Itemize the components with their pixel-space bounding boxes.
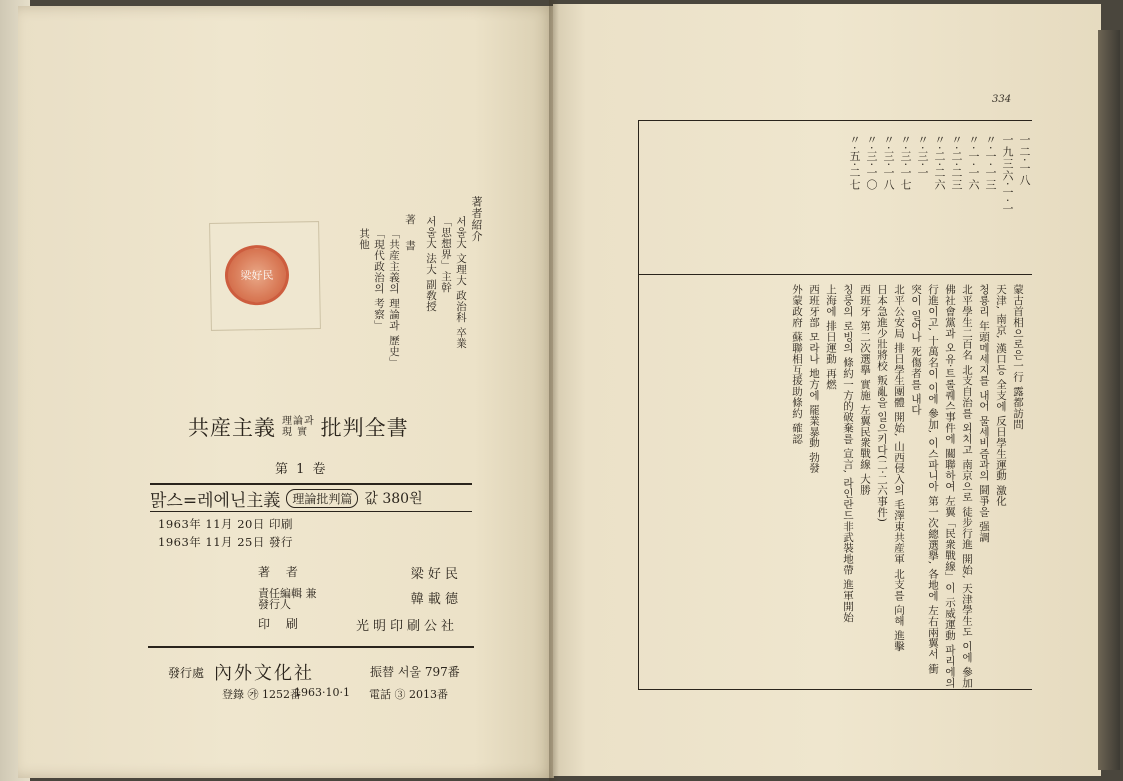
series-ruby-top: 理論과 (282, 416, 315, 427)
series-ruby-bottom: 現 實 (282, 427, 309, 438)
entry-4: 北平學生二百名 北支自治를 외치고 南京으로 徒步行進 開始, 天津學生도 이에 參加 (961, 284, 973, 689)
published-date: 1963年 11月 25日 發行 (158, 535, 293, 549)
entry-5: 佛社會黨과 오유·트롤퀘스事件에 關聯하여 左翼「民衆戰線」이 示威運動 파리에의 (944, 284, 956, 688)
printed-date: 1963年 11月 20日 印刷 (158, 517, 293, 531)
works-header: 著 書 (404, 214, 416, 257)
book-title-bar (150, 483, 472, 512)
publisher-block (148, 646, 474, 648)
author-row (258, 563, 458, 582)
intro-line-3: 서울大 法大 副敎授 (425, 216, 437, 312)
works-other: 其他 (358, 228, 370, 250)
seal-stamp-paper (209, 221, 321, 331)
date-10: 〃·三·一〇 (865, 134, 878, 191)
intro-line-2: 「思想界」主幹 (440, 216, 452, 293)
entry-6: 行進이고, 十萬名이 이에 參加, 이스파니아 第一次總選擧, 各地에 左右兩翼서 衝 (927, 284, 939, 674)
entry-2: 天津, 南京, 漢口등 全支에 反日學生運動 激化 (995, 284, 1007, 507)
date-4: 〃·一·一六 (967, 134, 980, 191)
editor-row (258, 588, 458, 610)
registration-date: 1963·10·1 (294, 686, 350, 699)
intro-header: 著者紹介 (470, 196, 483, 242)
date-11: 〃·五·二七 (848, 134, 861, 191)
registration-number: 登錄 ㉮ 1252番 (222, 688, 301, 701)
entry-3: 청룡리 年頭메세지를 내어 물세비즘과의 鬪爭을 强調 (978, 284, 990, 543)
date-1: 一二·一八 (1018, 134, 1031, 187)
series-title-left: 共産主義 (188, 416, 276, 440)
editor-name: 韓 載 德 (410, 592, 458, 607)
entry-13: 西班牙部 모라나 地方에 罷業暴動 勃發 (808, 284, 820, 474)
publisher-name: 內外文化社 (214, 663, 314, 684)
date-2: 一九三六·一·一 (1001, 134, 1014, 215)
printer-label: 印 刷 (258, 617, 304, 631)
timeline-divider (638, 274, 1032, 275)
phone-number: 電話 ③ 2013番 (369, 688, 448, 701)
entry-7: 突이 일어나 死傷者를 내다 (910, 284, 922, 416)
date-8: 〃·三·一七 (899, 134, 912, 191)
seal-text: 梁好民 (240, 268, 274, 283)
page-number: 334 (992, 94, 1012, 105)
book-title: 맑스=레에닌主義 (150, 490, 281, 511)
book-price: 값 380원 (364, 491, 423, 507)
intro-line-1: 서울大 文理大 政治科 卒業 (455, 216, 467, 349)
series-title (188, 412, 409, 442)
volume-label: 第 1 卷 (275, 462, 328, 477)
publisher-label: 發行處 (168, 666, 205, 680)
author-label: 著 者 (258, 565, 304, 579)
entry-14: 外蒙政府 蘇聯相互援助條約 確認 (791, 284, 803, 445)
author-name: 梁 好 民 (410, 567, 458, 582)
author-seal (224, 245, 289, 306)
works-line-1: 「共産主義의 理論과 歷史」 (388, 228, 400, 368)
series-ruby (282, 416, 315, 438)
date-5: 〃·二·二三 (950, 134, 963, 191)
date-3: 〃·一·一三 (984, 134, 997, 191)
book-spine (1098, 30, 1120, 770)
printer-name: 光明印刷公社 (355, 619, 458, 634)
entry-11: 칭룽의 로빙의 條約一方的破棄를 宣言, 라인란드非武裝地帶 進軍開始 (842, 284, 854, 623)
date-6: 〃·二·二六 (933, 134, 946, 191)
printer-row (258, 615, 458, 634)
transfer-account: 振替 서울 797番 (370, 665, 460, 679)
book-subtitle: 理論批判篇 (286, 489, 358, 508)
date-9: 〃·三·一八 (882, 134, 895, 191)
entry-9: 日本急進少壯將校 叛亂을 일으키다(二·二六事件) (876, 284, 888, 523)
series-title-right: 批判全書 (320, 416, 409, 440)
works-line-2: 「現代政治의 考察」 (373, 228, 385, 331)
entry-10: 西班牙 第二次選擧 實施 左翼民衆戰線 大勝 (859, 284, 871, 496)
page-gutter (549, 0, 559, 781)
date-7: 〃·三·一 (916, 134, 929, 179)
entry-8: 北平公安局 排日學生團體 開始, 山西侵入의 毛澤東共産軍 北支를 向해 進擊 (893, 284, 905, 652)
editor-label: 責任編輯 兼發行人 (258, 587, 317, 611)
entry-12: 上海에 排日運動 再燃 (825, 284, 837, 390)
entry-1: 蒙古首相으로은一行 露都訪問 (1012, 284, 1024, 430)
